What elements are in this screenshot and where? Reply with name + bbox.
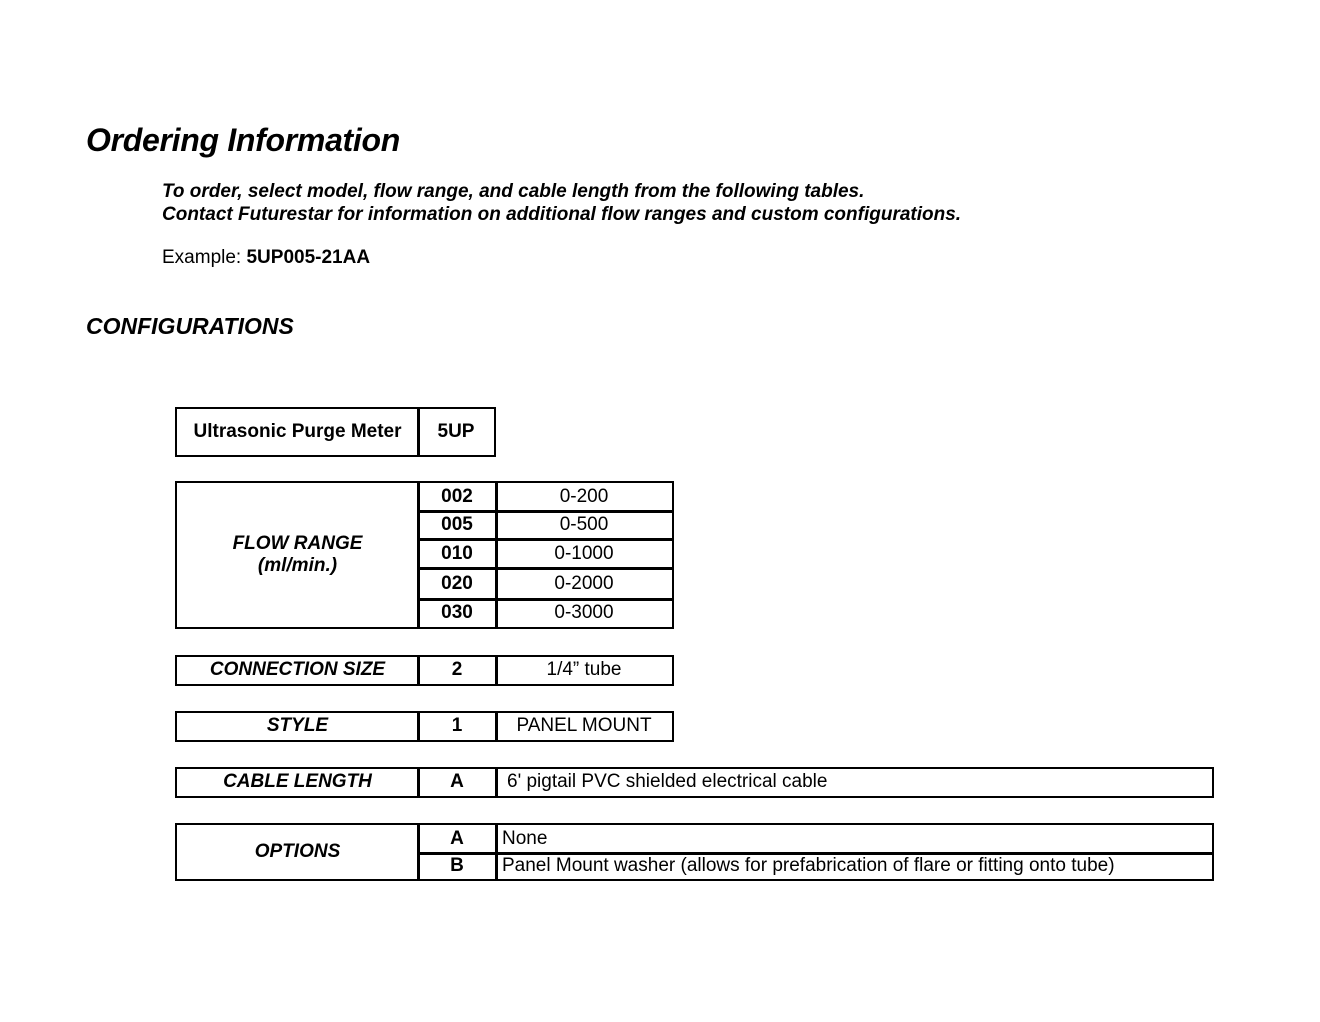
flow-range-label: FLOW RANGE [232,532,363,554]
cable-length-value: 6' pigtail PVC shielded electrical cable [507,771,828,792]
options-label: OPTIONS [254,840,341,862]
connection-size-label: CONNECTION SIZE [209,659,386,680]
connection-size-code: 2 [451,659,463,680]
intro-line-2: Contact Futurestar for information on additional flow ranges and custom configurations. [162,204,962,225]
cable-length-code: A [450,771,464,792]
model-label: Ultrasonic Purge Meter [193,420,402,442]
intro-line-1: To order, select model, flow range, and cable length from the following tables. [162,181,865,202]
style-table [175,711,674,742]
connection-size-value: 1/4” tube [546,659,622,680]
style-code: 1 [451,715,463,736]
model-table [175,407,496,457]
flow-range-table [175,481,674,629]
option-value: None [502,827,548,849]
flow-range-label-cell [177,483,418,626]
option-code: B [450,855,464,876]
flow-code: 030 [441,602,473,623]
connection-size-table [175,655,674,686]
flow-value: 0-200 [559,485,609,507]
flow-code: 010 [441,542,473,564]
cable-length-label: CABLE LENGTH [223,771,372,792]
model-code: 5UP [437,420,475,442]
example-line [162,247,370,269]
page-title: Ordering Information [86,122,401,158]
configurations-heading: CONFIGURATIONS [86,313,294,339]
flow-value: 0-3000 [554,602,614,623]
example-label: Example: [162,247,247,268]
flow-code: 005 [441,514,473,535]
flow-range-unit: (ml/min.) [257,554,338,576]
option-code: A [450,827,464,849]
flow-value: 0-2000 [554,572,614,594]
flow-value: 0-1000 [554,542,614,564]
style-value: PANEL MOUNT [516,715,652,736]
flow-code: 020 [441,572,473,594]
flow-code: 002 [441,485,473,507]
options-table [175,823,1214,881]
option-value: Panel Mount washer (allows for prefabrication of flare or fitting onto tube) [502,855,1115,876]
intro-text [162,180,961,226]
example-code: 5UP005-21AA [246,247,371,268]
flow-value: 0-500 [559,514,609,535]
style-label: STYLE [266,715,329,736]
cable-length-table [175,767,1214,798]
